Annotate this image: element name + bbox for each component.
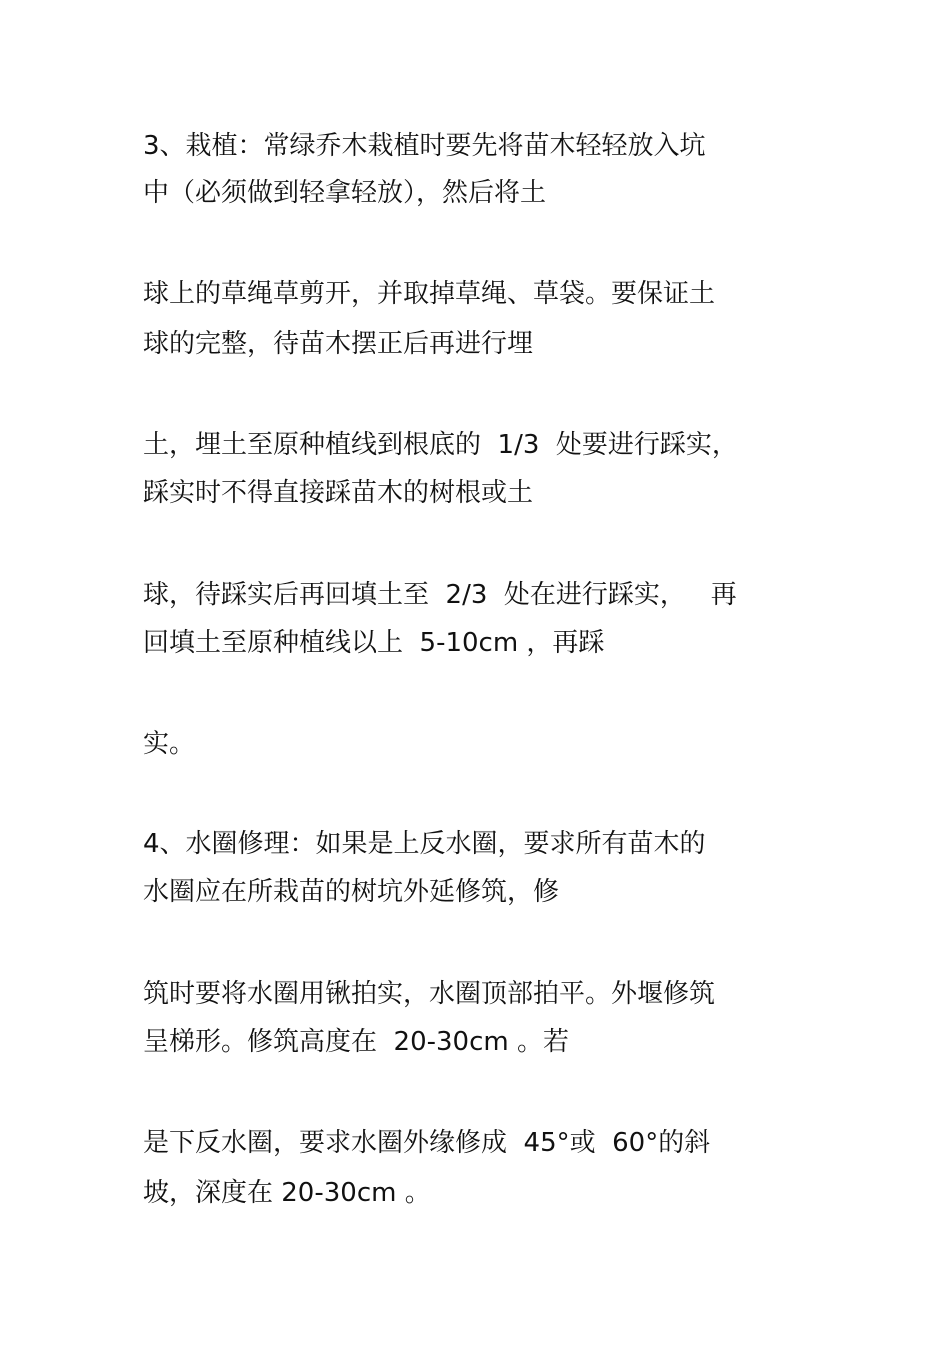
text-line: 球上的草绳草剪开，并取掉草绳、草袋。要保证土 [143,279,716,309]
text-line: 是下反水圈，要求水圈外缘修成 45°或 60°的斜 [143,1128,711,1158]
text-line: 实。 [143,729,196,759]
text-line: 筑时要将水圈用锹拍实，水圈顶部拍平。外堰修筑 [143,979,716,1009]
text-line: 坡，深度在 20-30cm 。 [143,1178,431,1208]
text-line: 4、水圈修理：如果是上反水圈，要求所有苗木的 [143,829,706,859]
text-line: 踩实时不得直接踩苗木的树根或土 [143,478,534,508]
text-line: 球的完整，待苗木摆正后再进行埋 [143,329,534,359]
text-line: 水圈应在所栽苗的树坑外延修筑，修 [143,877,560,907]
text-line: 回填土至原种植线以上 5-10cm ，再踩 [143,628,605,658]
text-line: 土，埋土至原种植线到根底的 1/3 处要进行踩实， [143,430,738,460]
text-line: 中（必须做到轻拿轻放），然后将土 [143,178,547,208]
text-line: 球，待踩实后再回填土至 2/3 处在进行踩实， 再 [143,580,737,610]
text-line: 3、栽植：常绿乔木栽植时要先将苗木轻轻放入坑 [143,131,706,161]
text-line: 呈梯形。修筑高度在 20-30cm 。若 [143,1027,569,1057]
